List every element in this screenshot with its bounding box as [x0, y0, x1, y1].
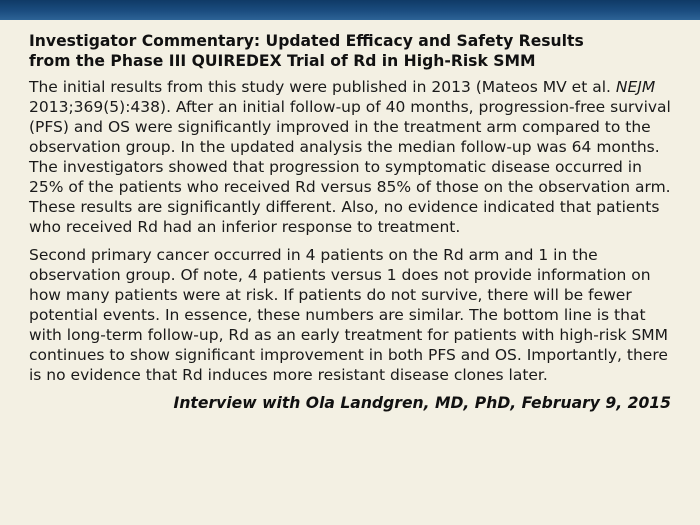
- journal-name: NEJM: [615, 78, 656, 96]
- commentary-paragraph-1: [29, 77, 675, 237]
- paragraph-1-text-a: The initial results from this study were published in 2013 (Mateos MV et al.: [29, 78, 616, 96]
- slide-title: [29, 31, 675, 71]
- slide-title-line2: from the Phase III QUIREDEX Trial of Rd in High-Risk SMM: [29, 52, 536, 70]
- paragraph-1-text-b: 2013;369(5):438). After an initial follow-up of 40 months, progression-free survival (PFS) and OS were significantly improved in the treatment arm compared to the observation group. In the updated analysis the median follow-up was 64 months. The investigators showed that progression to symptomatic disease occurred in 25% of the patients who received Rd versus 85% of those on the observation arm. These results are significantly different. Also, no evidence indicated that patients who received Rd had an inferior response to treatment.: [29, 98, 671, 236]
- interview-byline: Interview with Ola Landgren, MD, PhD, February 9, 2015: [173, 394, 671, 412]
- header-bar: [0, 0, 700, 20]
- commentary-paragraph-2: Second primary cancer occurred in 4 patients on the Rd arm and 1 in the observation group. Of note, 4 patients versus 1 does not provide information on how many patients were at risk. If patients do not survive, there will be fewer potential events. In essence, these numbers are similar. The bottom line is that with long-term follow-up, Rd as an early treatment for patients with high-risk SMM continues to show significant improvement in both PFS and OS. Importantly, there is no evidence that Rd induces more resistant disease clones later.: [29, 246, 669, 384]
- slide-title-line1: Investigator Commentary: Updated Efficacy and Safety Results: [29, 32, 584, 50]
- slide-content: [29, 31, 675, 413]
